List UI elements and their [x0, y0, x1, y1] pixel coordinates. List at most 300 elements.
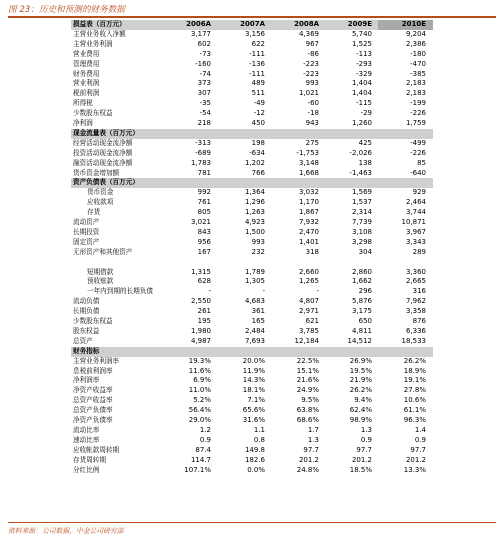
- value-cell: -689: [195, 148, 211, 157]
- value-cell: 3,358: [405, 307, 426, 316]
- value-cell: 22.5%: [296, 356, 319, 365]
- value-cell: 65.6%: [242, 406, 265, 415]
- year-header-cell: 2010E: [401, 20, 426, 28]
- row-label: 股东权益: [73, 326, 100, 335]
- table-row: [71, 169, 433, 179]
- value-cell: 843: [197, 227, 211, 236]
- value-cell: 26.2%: [349, 386, 372, 395]
- value-cell: 1,404: [351, 89, 372, 98]
- table-row: [71, 367, 433, 377]
- value-cell: 61.1%: [403, 406, 426, 415]
- value-cell: 56.4%: [188, 406, 211, 415]
- table-row: [71, 436, 433, 446]
- value-cell: 1,364: [244, 188, 265, 197]
- table-row: [71, 327, 433, 337]
- row-label: 总资产: [73, 336, 93, 345]
- value-cell: 805: [197, 208, 211, 217]
- value-cell: 361: [251, 307, 265, 316]
- table-row: [71, 446, 433, 456]
- section-title: 现金流量表（百万元）: [73, 128, 139, 137]
- value-cell: 3,032: [298, 188, 319, 197]
- value-cell: -60: [307, 99, 319, 108]
- value-cell: 7,739: [351, 218, 372, 226]
- value-cell: 232: [251, 247, 265, 256]
- row-label: 速动比率: [73, 435, 100, 444]
- value-cell: 1.2: [199, 425, 211, 434]
- row-label: 净利润: [73, 119, 93, 127]
- value-cell: 450: [251, 119, 265, 127]
- table-row: [71, 139, 433, 149]
- row-label: 主营业务利润率: [73, 356, 120, 365]
- value-cell: 929: [412, 188, 426, 197]
- value-cell: 13.3%: [403, 465, 426, 474]
- table-row: [71, 317, 433, 327]
- table-row: [71, 109, 433, 119]
- table-row: [71, 218, 433, 228]
- value-cell: -29: [360, 109, 372, 118]
- table-row: [71, 406, 433, 416]
- section-header-row: [71, 178, 433, 188]
- value-cell: 0.0%: [247, 465, 265, 474]
- value-cell: 107.1%: [184, 465, 211, 474]
- value-cell: 19.1%: [403, 376, 426, 385]
- value-cell: 1,662: [351, 277, 372, 286]
- value-cell: 992: [197, 188, 211, 197]
- row-label: 存货周转期: [73, 455, 106, 464]
- row-label: 税前利润: [73, 89, 100, 98]
- year-header-cell: 2006A: [186, 20, 211, 28]
- value-cell: 2,470: [298, 227, 319, 236]
- value-cell: 1,783: [190, 158, 211, 167]
- value-cell: 1,500: [244, 227, 265, 236]
- value-cell: -226: [410, 109, 426, 118]
- value-cell: 4,923: [244, 218, 265, 226]
- value-cell: 31.6%: [242, 416, 265, 424]
- value-cell: 3,343: [405, 237, 426, 246]
- value-cell: -199: [410, 99, 426, 108]
- value-cell: 761: [197, 198, 211, 207]
- table-row: [71, 396, 433, 406]
- value-cell: -2,026: [349, 148, 372, 157]
- value-cell: 68.6%: [296, 416, 319, 424]
- table-row: [71, 426, 433, 436]
- table-row: [71, 188, 433, 198]
- value-cell: -111: [249, 49, 265, 58]
- value-cell: -180: [410, 49, 426, 58]
- row-label: 应收款项: [87, 198, 114, 207]
- value-cell: -115: [356, 99, 372, 108]
- value-cell: 21.6%: [296, 376, 319, 385]
- value-cell: 3,156: [244, 29, 265, 38]
- value-cell: 993: [251, 237, 265, 246]
- table-row: [71, 149, 433, 159]
- value-cell: 97.7: [356, 445, 372, 454]
- row-label: 所得税: [73, 99, 93, 108]
- value-cell: -35: [199, 99, 211, 108]
- value-cell: 3,785: [298, 326, 319, 335]
- value-cell: 3,108: [351, 227, 372, 236]
- row-label: 长期负债: [73, 307, 100, 316]
- value-cell: 1,263: [244, 208, 265, 217]
- value-cell: 20.0%: [242, 356, 265, 365]
- value-cell: 1,260: [351, 119, 372, 127]
- value-cell: 425: [358, 138, 372, 147]
- value-cell: 87.4: [195, 445, 211, 454]
- value-cell: 4,683: [244, 297, 265, 306]
- table-row: [71, 337, 433, 347]
- value-cell: -18: [307, 109, 319, 118]
- value-cell: 650: [358, 317, 372, 325]
- year-header-cell: 2007A: [240, 20, 265, 28]
- table-row: [71, 268, 433, 278]
- table-row: [71, 248, 433, 258]
- value-cell: 85: [417, 158, 426, 167]
- source-note: 资料来源：公司数据，中金公司研究部: [8, 527, 124, 535]
- row-label: 应收帐款周转期: [73, 445, 120, 454]
- table-row: [71, 30, 433, 40]
- value-cell: -499: [410, 138, 426, 147]
- value-cell: -1,463: [349, 168, 372, 177]
- value-cell: 766: [251, 168, 265, 177]
- value-cell: 9.5%: [301, 396, 319, 405]
- table-row: [71, 89, 433, 99]
- value-cell: 3,177: [190, 29, 211, 38]
- value-cell: 10,871: [401, 218, 426, 226]
- value-cell: 967: [305, 39, 319, 48]
- table-row: [71, 287, 433, 297]
- value-cell: 1.3: [307, 435, 319, 444]
- value-cell: 7.1%: [247, 396, 265, 405]
- value-cell: 26.9%: [349, 356, 372, 365]
- value-cell: 97.7: [303, 445, 319, 454]
- table-row: [71, 258, 433, 268]
- value-cell: 4,987: [190, 336, 211, 345]
- table-row: [71, 79, 433, 89]
- value-cell: 24.9%: [296, 386, 319, 395]
- value-cell: -136: [249, 59, 265, 68]
- table-row: [71, 198, 433, 208]
- value-cell: 602: [197, 39, 211, 48]
- table-row: [71, 70, 433, 80]
- value-cell: 2,183: [405, 79, 426, 88]
- value-cell: 3,021: [190, 218, 211, 226]
- value-cell: -226: [410, 148, 426, 157]
- value-cell: 956: [197, 237, 211, 246]
- row-label: 息税前利润率: [73, 366, 113, 375]
- value-cell: -223: [303, 69, 319, 78]
- section-title: 资产负债表（百万元）: [73, 178, 139, 187]
- value-cell: 201.2: [298, 455, 319, 464]
- value-cell: -313: [195, 138, 211, 147]
- value-cell: 296: [358, 287, 372, 296]
- value-cell: 1,265: [298, 277, 319, 286]
- row-label: 经营活动现金流净额: [73, 138, 133, 147]
- table-row: [71, 466, 433, 476]
- value-cell: -12: [253, 109, 265, 118]
- value-cell: 2,971: [298, 307, 319, 316]
- row-label: 预收账款: [87, 277, 114, 286]
- section-header-row: [71, 20, 433, 30]
- row-label: 长期投资: [73, 227, 100, 236]
- value-cell: 1,759: [405, 119, 426, 127]
- section-title: 损益表（百万元）: [73, 20, 126, 28]
- value-cell: 18.5%: [349, 465, 372, 474]
- value-cell: 2,550: [190, 297, 211, 306]
- value-cell: 0.9: [199, 435, 211, 444]
- value-cell: 307: [197, 89, 211, 98]
- value-cell: 11.9%: [242, 366, 265, 375]
- row-label: 净资产收益率: [73, 386, 113, 395]
- table-row: [71, 119, 433, 129]
- value-cell: -634: [249, 148, 265, 157]
- table-row: [71, 159, 433, 169]
- value-cell: 201.2: [351, 455, 372, 464]
- value-cell: 14.3%: [242, 376, 265, 385]
- value-cell: 3,360: [405, 267, 426, 276]
- value-cell: 18,533: [401, 336, 426, 345]
- value-cell: 19.5%: [349, 366, 372, 375]
- value-cell: 24.8%: [296, 465, 319, 474]
- value-cell: -: [316, 287, 319, 296]
- value-cell: 3,744: [405, 208, 426, 217]
- row-label: 净资产负债率: [73, 416, 113, 424]
- row-label: 融资活动现金流净额: [73, 158, 133, 167]
- value-cell: 10.6%: [403, 396, 426, 405]
- value-cell: -293: [356, 59, 372, 68]
- value-cell: 29.0%: [188, 416, 211, 424]
- row-label: 少数股东权益: [73, 109, 113, 118]
- value-cell: -640: [410, 168, 426, 177]
- value-cell: 0.9: [360, 435, 372, 444]
- value-cell: 2,660: [298, 267, 319, 276]
- value-cell: -: [208, 287, 211, 296]
- row-label: 少数股东权益: [73, 317, 113, 325]
- value-cell: 97.7: [410, 445, 426, 454]
- value-cell: 14,512: [347, 336, 372, 345]
- section-header-row: [71, 347, 433, 357]
- table-row: [71, 357, 433, 367]
- value-cell: -1,753: [296, 148, 319, 157]
- value-cell: 2,183: [405, 89, 426, 98]
- value-cell: 3,148: [298, 158, 319, 167]
- value-cell: 62.4%: [349, 406, 372, 415]
- value-cell: 11.6%: [188, 366, 211, 375]
- value-cell: 5.2%: [193, 396, 211, 405]
- table-row: [71, 416, 433, 426]
- value-cell: -329: [356, 69, 372, 78]
- value-cell: -111: [249, 69, 265, 78]
- value-cell: -73: [199, 49, 211, 58]
- value-cell: 195: [197, 317, 211, 325]
- value-cell: 2,386: [405, 39, 426, 48]
- value-cell: 19.3%: [188, 356, 211, 365]
- table-row: [71, 376, 433, 386]
- value-cell: 318: [305, 247, 319, 256]
- value-cell: 7,962: [405, 297, 426, 306]
- value-cell: 316: [412, 287, 426, 296]
- value-cell: 3,967: [405, 227, 426, 236]
- value-cell: 1.1: [253, 425, 265, 434]
- value-cell: 4,369: [298, 29, 319, 38]
- value-cell: 622: [251, 39, 265, 48]
- row-label: 无形资产和其他资产: [73, 247, 133, 256]
- row-label: 营业利润: [73, 79, 100, 88]
- value-cell: 1,668: [298, 168, 319, 177]
- value-cell: 289: [412, 247, 426, 256]
- value-cell: -54: [199, 109, 211, 118]
- table-row: [71, 386, 433, 396]
- table-row: [71, 40, 433, 50]
- value-cell: 27.8%: [403, 386, 426, 395]
- row-label: 投资活动现金流净额: [73, 148, 133, 157]
- table-row: [71, 50, 433, 60]
- value-cell: 511: [251, 89, 265, 98]
- row-label: 流动比率: [73, 425, 100, 434]
- value-cell: 1.3: [360, 425, 372, 434]
- table-row: [71, 60, 433, 70]
- row-label: 存货: [87, 208, 101, 217]
- value-cell: 628: [197, 277, 211, 286]
- value-cell: 7,932: [298, 218, 319, 226]
- value-cell: 943: [305, 119, 319, 127]
- value-cell: 1.4: [414, 425, 426, 434]
- value-cell: -223: [303, 59, 319, 68]
- table-row: [71, 228, 433, 238]
- value-cell: 2,665: [405, 277, 426, 286]
- year-header-cell: 2008A: [294, 20, 319, 28]
- row-label: 流动负债: [73, 297, 100, 306]
- value-cell: 1,021: [298, 89, 319, 98]
- value-cell: 0.9: [414, 435, 426, 444]
- value-cell: 1,867: [298, 208, 319, 217]
- value-cell: 993: [305, 79, 319, 88]
- value-cell: 218: [197, 119, 211, 127]
- value-cell: 1,980: [190, 326, 211, 335]
- value-cell: 1,525: [351, 39, 372, 48]
- value-cell: 198: [251, 138, 265, 147]
- value-cell: 12,184: [294, 336, 319, 345]
- value-cell: 63.8%: [296, 406, 319, 415]
- value-cell: 5,876: [351, 297, 372, 306]
- value-cell: 1,401: [298, 237, 319, 246]
- value-cell: 4,811: [351, 326, 372, 335]
- value-cell: 182.6: [244, 455, 265, 464]
- value-cell: 9,204: [405, 29, 426, 38]
- row-label: 总资产负债率: [73, 406, 113, 415]
- value-cell: -74: [199, 69, 211, 78]
- value-cell: 98.9%: [349, 416, 372, 424]
- table-row: [71, 99, 433, 109]
- value-cell: 275: [305, 138, 319, 147]
- value-cell: 3,298: [351, 237, 372, 246]
- row-label: 净利润率: [73, 376, 100, 385]
- value-cell: 167: [197, 247, 211, 256]
- value-cell: 2,314: [351, 208, 372, 217]
- value-cell: 9.4%: [354, 396, 372, 405]
- table-row: [71, 208, 433, 218]
- value-cell: 6.9%: [193, 376, 211, 385]
- value-cell: 165: [251, 317, 265, 325]
- row-label: 短期借款: [87, 267, 114, 276]
- row-label: 总资产收益率: [73, 396, 113, 405]
- value-cell: 373: [197, 79, 211, 88]
- value-cell: 2,484: [244, 326, 265, 335]
- row-label: 营业费用: [73, 49, 100, 58]
- section-title: 财务指标: [73, 346, 100, 355]
- row-label: 分红比例: [73, 465, 100, 474]
- row-label: 流动资产: [73, 218, 100, 226]
- row-label: 固定资产: [73, 237, 100, 246]
- value-cell: 1.7: [307, 425, 319, 434]
- value-cell: 489: [251, 79, 265, 88]
- value-cell: 1,404: [351, 79, 372, 88]
- value-cell: 3,175: [351, 307, 372, 316]
- row-label: 主营业务收入净额: [73, 29, 126, 38]
- value-cell: 4,807: [298, 297, 319, 306]
- value-cell: 138: [358, 158, 372, 167]
- row-label: 货币资金增加额: [73, 168, 120, 177]
- value-cell: -160: [195, 59, 211, 68]
- row-label: 管理费用: [73, 59, 100, 68]
- value-cell: 1,789: [244, 267, 265, 276]
- title-rule: [8, 16, 496, 18]
- value-cell: 96.3%: [403, 416, 426, 424]
- value-cell: 621: [305, 317, 319, 325]
- value-cell: 876: [412, 317, 426, 325]
- value-cell: 18.9%: [403, 366, 426, 375]
- bottom-rule: [8, 522, 496, 523]
- table-row: [71, 277, 433, 287]
- table-row: [71, 238, 433, 248]
- value-cell: 1,537: [351, 198, 372, 207]
- value-cell: 21.9%: [349, 376, 372, 385]
- table-row: [71, 307, 433, 317]
- value-cell: -113: [356, 49, 372, 58]
- row-label: 货币资金: [87, 188, 114, 197]
- section-header-row: [71, 129, 433, 139]
- row-label: 财务费用: [73, 69, 100, 78]
- value-cell: 2,464: [405, 198, 426, 207]
- year-header-cell: 2009E: [347, 20, 372, 28]
- value-cell: -: [262, 287, 265, 296]
- value-cell: 261: [197, 307, 211, 316]
- value-cell: 11.0%: [188, 386, 211, 395]
- table-row: [71, 456, 433, 466]
- value-cell: 15.1%: [296, 366, 319, 375]
- value-cell: 26.2%: [403, 356, 426, 365]
- table-row: [71, 297, 433, 307]
- row-label: 一年内到期的长期负债: [87, 287, 153, 296]
- value-cell: 0.8: [253, 435, 265, 444]
- value-cell: 114.7: [190, 455, 211, 464]
- value-cell: -385: [410, 69, 426, 78]
- value-cell: -49: [253, 99, 265, 108]
- value-cell: 5,740: [351, 29, 372, 38]
- value-cell: 149.8: [244, 445, 265, 454]
- value-cell: -470: [410, 59, 426, 68]
- value-cell: 7,693: [244, 336, 265, 345]
- value-cell: 781: [197, 168, 211, 177]
- value-cell: 1,202: [244, 158, 265, 167]
- row-label: 主营业务利润: [73, 39, 113, 48]
- value-cell: 1,170: [298, 198, 319, 207]
- value-cell: -86: [307, 49, 319, 58]
- value-cell: 1,315: [190, 267, 211, 276]
- value-cell: 304: [358, 247, 372, 256]
- figure-title: 图 23：历史和预测的财务数据: [8, 5, 125, 15]
- value-cell: 18.1%: [242, 386, 265, 395]
- value-cell: 201.2: [405, 455, 426, 464]
